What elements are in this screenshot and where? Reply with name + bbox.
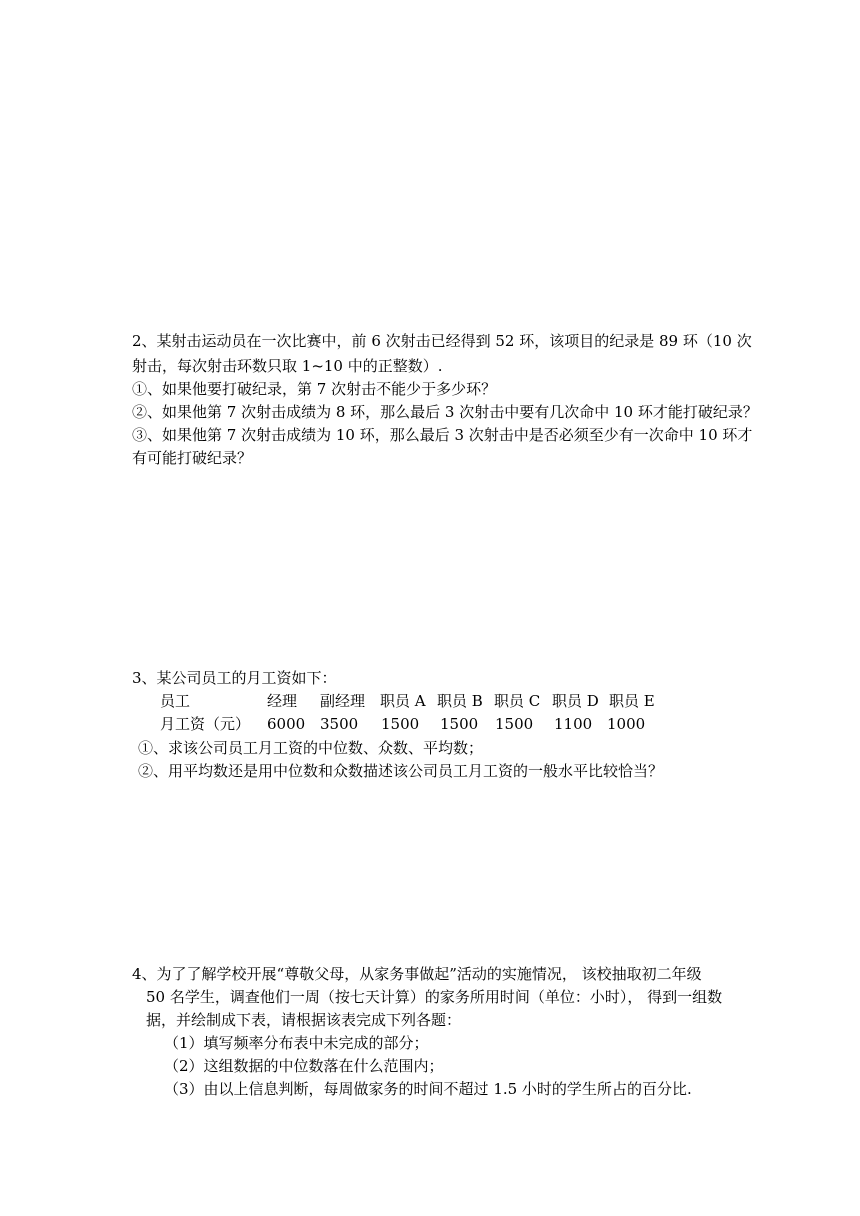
q3-header-staff-e: 职员 E [609, 692, 655, 710]
q3-salary-staff-e: 1000 [607, 715, 646, 733]
q4-line-3: 据，并绘制成下表，请根据该表完成下列各题： [146, 1011, 462, 1029]
q3-header-employee: 员工 [160, 692, 191, 710]
q3-header-staff-c: 职员 C [494, 692, 541, 710]
q3-header-manager: 经理 [267, 692, 298, 710]
q4-line-1: 4、为了了解学校开展“尊敬父母，从家务事做起”活动的实施情况， 该校抽取初二年级 [132, 965, 702, 983]
q3-header-staff-a: 职员 A [380, 692, 426, 710]
q3-header-staff-b: 职员 B [437, 692, 483, 710]
q2-sub-2: ②、如果他第 7 次射击成绩为 8 环，那么最后 3 次射击中要有几次命中 10 环才能打破纪录？ [132, 403, 758, 421]
q3-sub-2: ②、用平均数还是用中位数和众数描述该公司员工月工资的一般水平比较恰当？ [138, 762, 664, 780]
q3-salary-label: 月工资（元） [160, 715, 251, 733]
q3-header-staff-d: 职员 D [552, 692, 599, 710]
q2-line-2: 射击，每次射击环数只取 1~10 中的正整数）. [132, 357, 443, 375]
q3-salary-manager: 6000 [267, 715, 306, 733]
q2-sub-1: ①、如果他要打破纪录，第 7 次射击不能少于多少环？ [132, 380, 497, 398]
q3-sub-1: ①、求该公司员工月工资的中位数、众数、平均数； [138, 739, 484, 757]
q3-salary-staff-c: 1500 [495, 715, 534, 733]
q4-sub-3: （3）由以上信息判断，每周做家务的时间不超过 1.5 小时的学生所占的百分比. [164, 1080, 692, 1098]
q4-sub-2: （2）这组数据的中位数落在什么范围内； [164, 1057, 444, 1075]
q3-header-deputy: 副经理 [320, 692, 366, 710]
q4-sub-1: （1）填写频率分布表中未完成的部分； [164, 1034, 429, 1052]
q3-salary-deputy: 3500 [320, 715, 359, 733]
q3-salary-staff-a: 1500 [381, 715, 420, 733]
q2-sub-3b: 有可能打破纪录？ [132, 449, 253, 467]
q2-sub-3a: ③、如果他第 7 次射击成绩为 10 环，那么最后 3 次射击中是否必须至少有一次命中 10 环才 [132, 426, 753, 444]
q3-table-salary-row [0, 713, 860, 735]
q3-salary-staff-d: 1100 [554, 715, 593, 733]
q4-line-2: 50 名学生，调查他们一周（按七天计算）的家务所用时间（单位：小时）， 得到一组数 [146, 988, 723, 1006]
q3-salary-staff-b: 1500 [440, 715, 479, 733]
q3-table-header-row [0, 690, 860, 712]
q2-line-1: 2、某射击运动员在一次比赛中，前 6 次射击已经得到 52 环，该项目的纪录是 89 环（10 次 [132, 332, 752, 350]
q3-intro: 3、某公司员工的月工资如下： [132, 669, 337, 687]
